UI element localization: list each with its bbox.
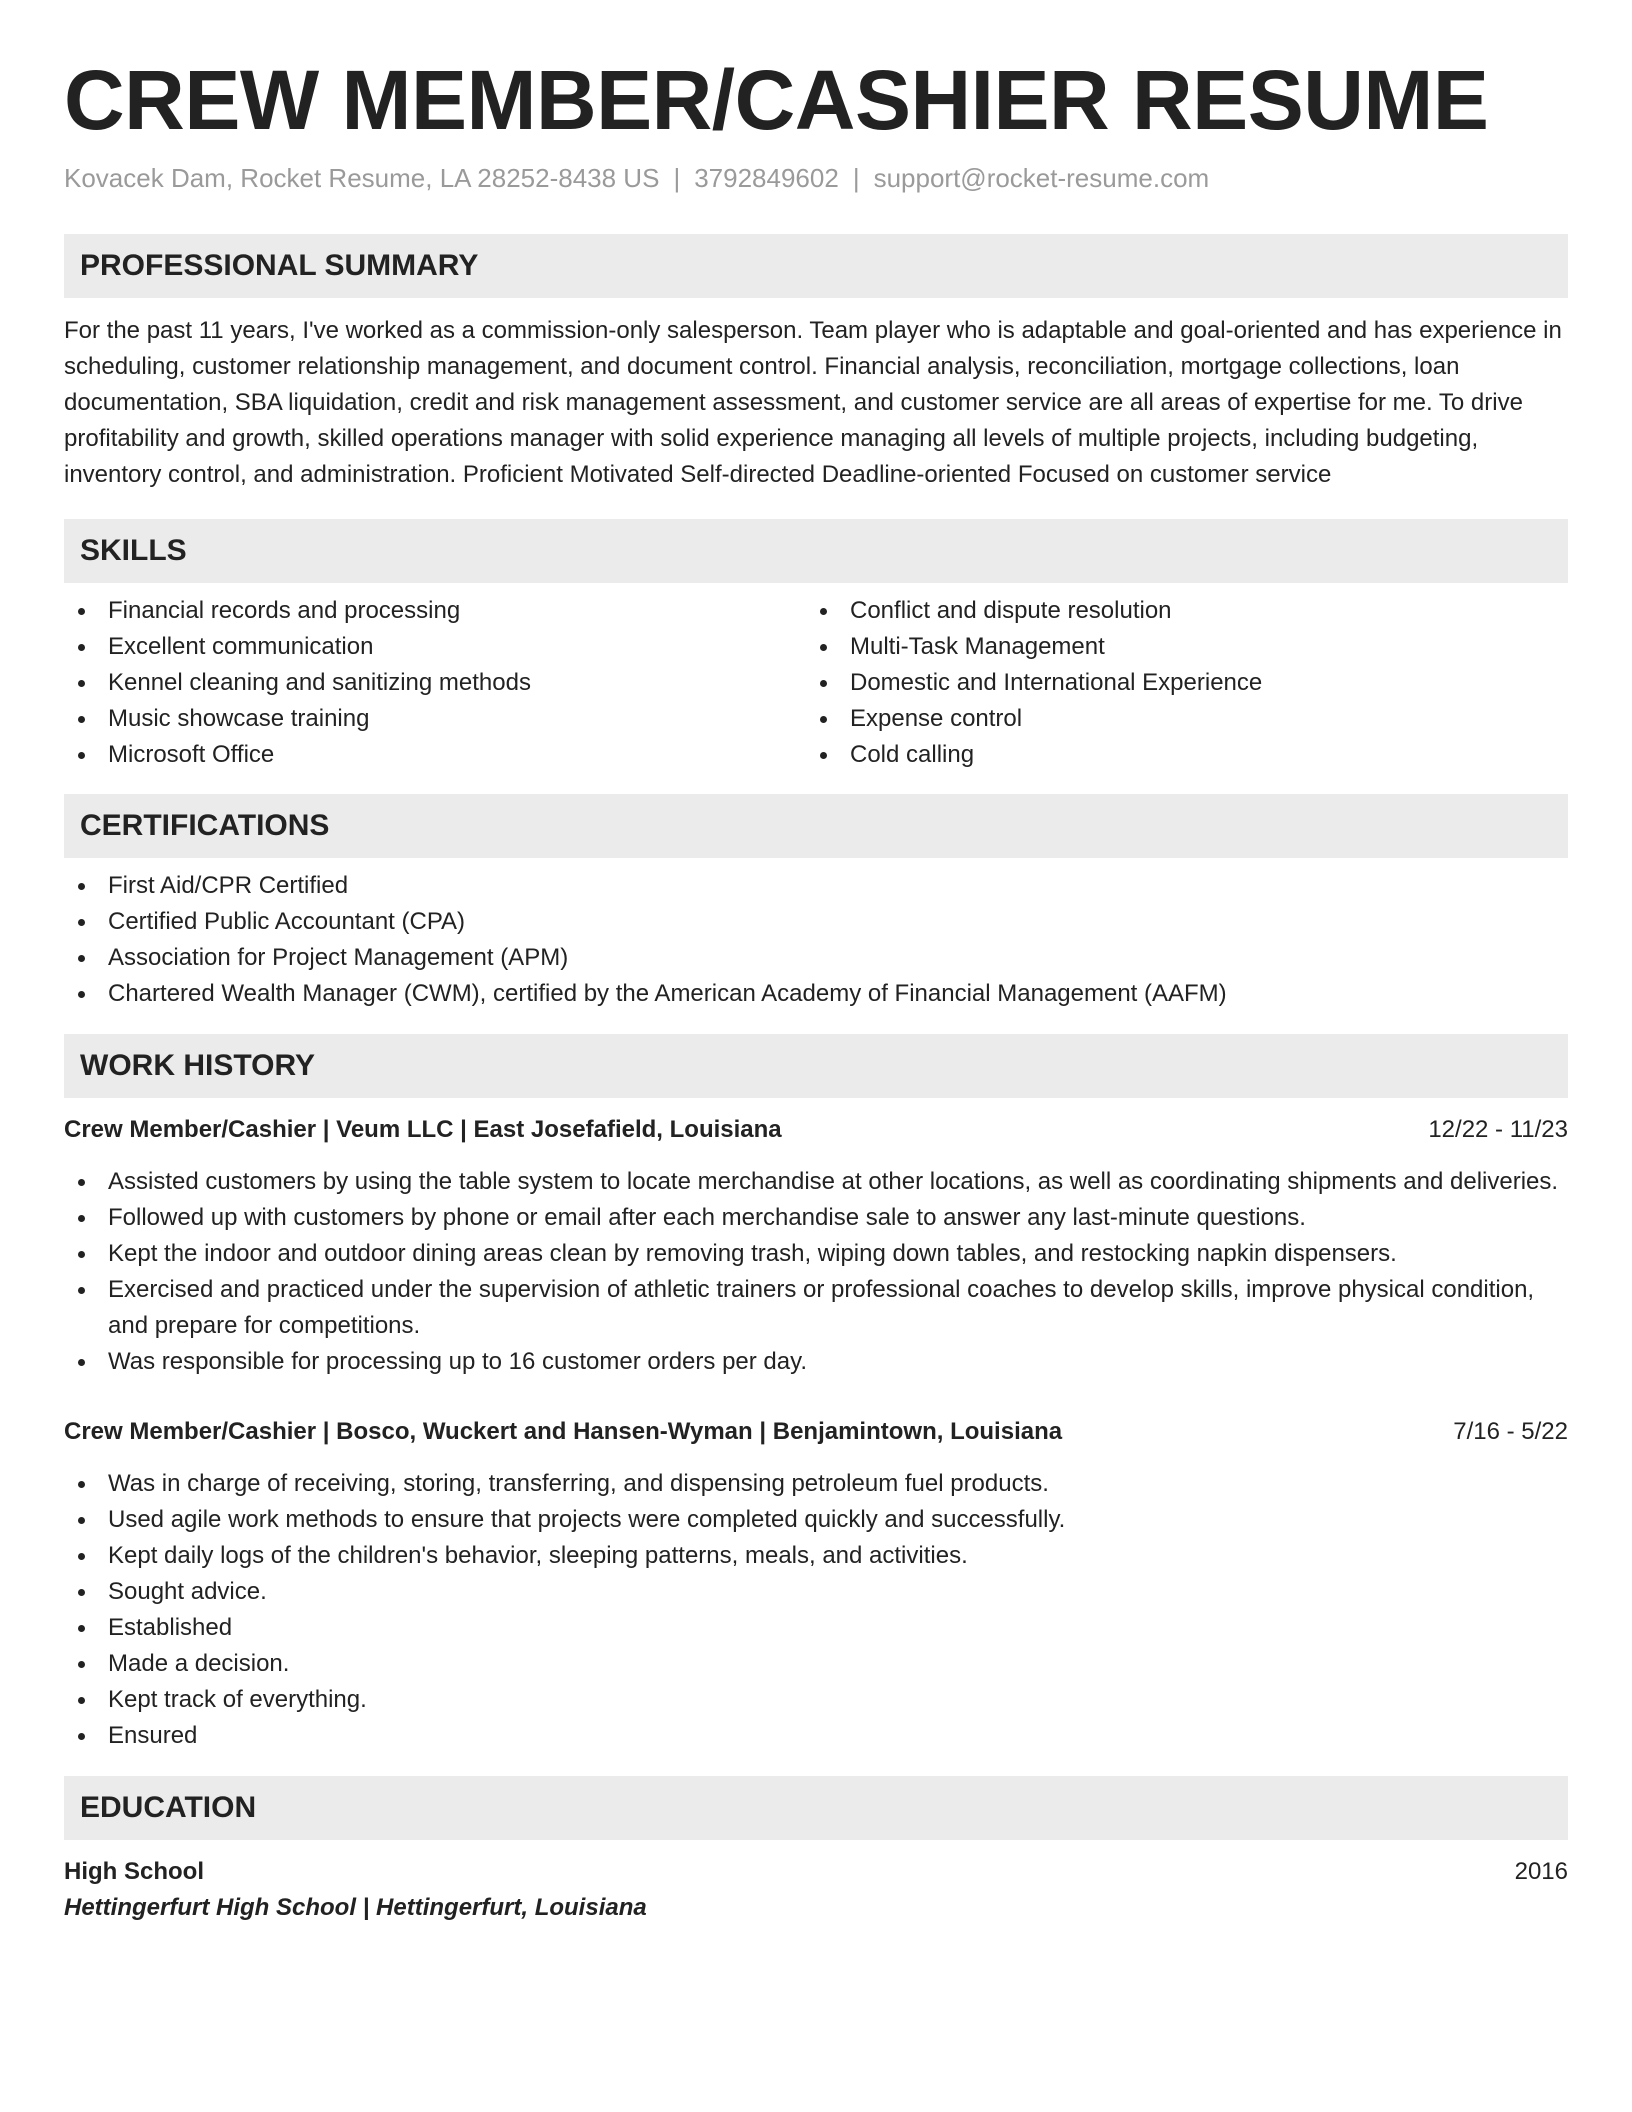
job-bullet: Ensured <box>64 1718 1568 1754</box>
resume-title: CREW MEMBER/CASHIER RESUME <box>64 53 1489 147</box>
skill-item: Domestic and International Experience <box>806 665 1548 701</box>
job-bullet: Made a decision. <box>64 1646 1568 1682</box>
skills-column-right <box>806 593 1548 773</box>
skill-item: Financial records and processing <box>64 593 806 629</box>
contact-line <box>64 162 1568 194</box>
skills-column-left <box>64 593 806 773</box>
section-heading-work-history: WORK HISTORY <box>64 1034 1568 1098</box>
section-heading-certifications: CERTIFICATIONS <box>64 794 1568 858</box>
job-bullet: Used agile work methods to ensure that projects were completed quickly and successfully. <box>64 1502 1568 1538</box>
job-title: Crew Member/Cashier | Bosco, Wuckert and Hansen-Wyman | Benjamintown, Louisiana <box>64 1418 1063 1445</box>
skill-item: Microsoft Office <box>64 737 806 773</box>
section-heading-education: EDUCATION <box>64 1776 1568 1840</box>
skill-item: Conflict and dispute resolution <box>806 593 1548 629</box>
summary-text: For the past 11 years, I've worked as a commission-only salesperson. Team player who is adaptable and goal-oriented and has experience in scheduling, customer relationship management, and document control. Financial analysis, reconciliation, mortgage collections, loan documentation, SBA liquidation, credit and risk management assessment, and customer service are all areas of expertise for me. To drive profitability and growth, skilled operations manager with solid experience managing all levels of multiple projects, including budgeting, inventory control, and administration. Proficient Motivated Self-directed Deadline-oriented Focused on customer service <box>64 317 1562 488</box>
job-bullet: Kept track of everything. <box>64 1682 1568 1718</box>
job-bullet: Exercised and practiced under the supervision of athletic trainers or professional coaches to develop skills, improve physical condition, and prepare for competitions. <box>64 1272 1568 1344</box>
skill-item: Expense control <box>806 701 1548 737</box>
job-bullet: Kept daily logs of the children's behavior, sleeping patterns, meals, and activities. <box>64 1538 1568 1574</box>
job-bullet: Assisted customers by using the table system to locate merchandise at other locations, as well as coordinating shipments and deliveries. <box>64 1164 1568 1200</box>
job-bullet: Followed up with customers by phone or email after each merchandise sale to answer any last-minute questions. <box>64 1200 1568 1236</box>
contact-phone: 3792849602 <box>694 163 839 193</box>
job-title: Crew Member/Cashier | Veum LLC | East Josefafield, Louisiana <box>64 1116 782 1143</box>
job-header <box>64 1112 1568 1148</box>
job-bullet: Sought advice. <box>64 1574 1568 1610</box>
section-heading-skills: SKILLS <box>64 519 1568 583</box>
education-year: 2016 <box>1514 1858 1568 1885</box>
job-bullet: Established <box>64 1610 1568 1646</box>
skill-item: Cold calling <box>806 737 1548 773</box>
certification-item: Chartered Wealth Manager (CWM), certified by the American Academy of Financial Management (AAFM) <box>64 976 1568 1012</box>
job-bullets <box>64 1164 1568 1380</box>
skill-item: Music showcase training <box>64 701 806 737</box>
skill-item: Kennel cleaning and sanitizing methods <box>64 665 806 701</box>
education-header <box>64 1854 1568 1890</box>
contact-email: support@rocket-resume.com <box>873 163 1210 193</box>
section-heading-summary: PROFESSIONAL SUMMARY <box>64 234 1568 298</box>
certification-item: Association for Project Management (APM) <box>64 940 1568 976</box>
skill-item: Multi-Task Management <box>806 629 1548 665</box>
job-bullet: Was responsible for processing up to 16 customer orders per day. <box>64 1344 1568 1380</box>
skills-list <box>64 593 1568 773</box>
job-entry <box>64 1414 1568 1754</box>
contact-address: Kovacek Dam, Rocket Resume, LA 28252-8438 US <box>64 163 660 193</box>
job-dates: 7/16 - 5/22 <box>1453 1418 1568 1445</box>
certifications-list <box>64 868 1568 1012</box>
certification-item: First Aid/CPR Certified <box>64 868 1568 904</box>
job-dates: 12/22 - 11/23 <box>1428 1116 1568 1143</box>
resume-page <box>64 0 1568 1926</box>
job-bullet: Kept the indoor and outdoor dining areas clean by removing trash, wiping down tables, and restocking napkin dispensers. <box>64 1236 1568 1272</box>
contact-separator: | <box>673 163 681 193</box>
job-header <box>64 1414 1568 1450</box>
certification-item: Certified Public Accountant (CPA) <box>64 904 1568 940</box>
education-degree: High School <box>64 1858 204 1885</box>
job-bullet: Was in charge of receiving, storing, transferring, and dispensing petroleum fuel products. <box>64 1466 1568 1502</box>
job-bullets <box>64 1466 1568 1754</box>
contact-separator: | <box>852 163 860 193</box>
job-entry <box>64 1112 1568 1380</box>
education-school: Hettingerfurt High School | Hettingerfurt, Louisiana <box>64 1894 647 1921</box>
skill-item: Excellent communication <box>64 629 806 665</box>
